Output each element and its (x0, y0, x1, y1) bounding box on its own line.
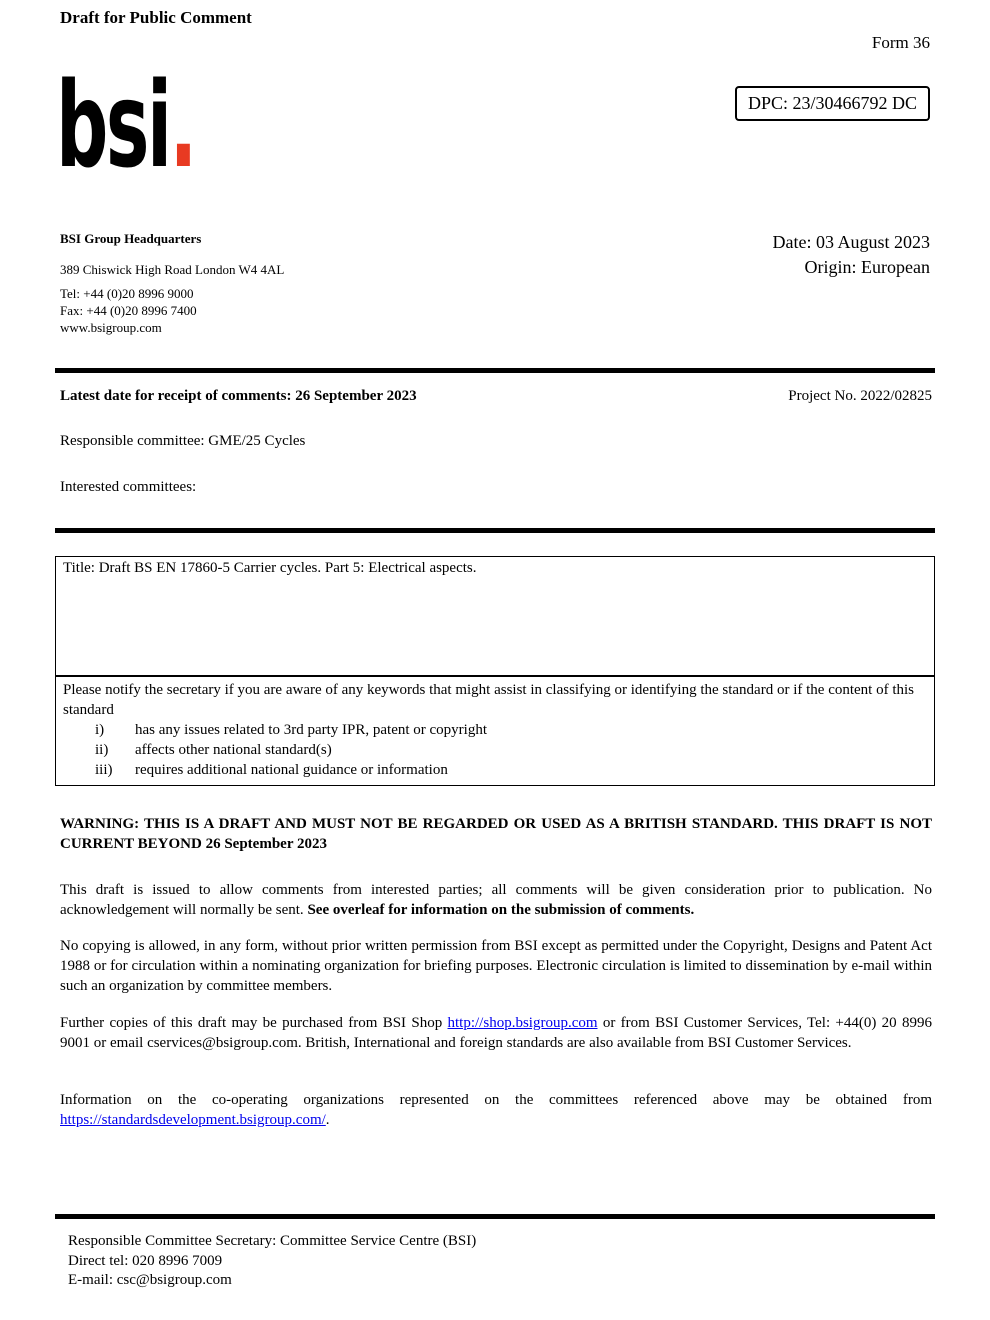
keywords-item (63, 740, 927, 760)
no-copying-paragraph: No copying is allowed, in any form, without prior written permission from BSI except as permitted under the Copyright, Designs and Patent Act 1988 or for circulation within a nominating organization for briefing purposes. Electronic circulation is limited to dissemination by e-mail within such an organization by committee members. (60, 938, 932, 994)
interested-committees-line: Interested committees: (60, 479, 197, 495)
footer-email-line: E-mail: csc@bsigroup.com (68, 1272, 232, 1288)
bsi-logo-dot: . (169, 56, 195, 194)
origin-line: Origin: European (804, 257, 930, 277)
keywords-item (63, 720, 927, 740)
draft-issued-paragraph (60, 880, 932, 920)
form-number: Form 36 (871, 33, 930, 52)
divider-rule-middle (55, 528, 935, 533)
hq-website: www.bsigroup.com (60, 320, 162, 335)
hq-street: 389 Chiswick High Road London W4 4AL (60, 262, 285, 277)
keywords-box (55, 676, 935, 786)
secretary-line: Responsible Committee Secretary: Committee Service Centre (BSI) (68, 1233, 477, 1249)
bsi-logo (56, 56, 195, 194)
bsi-logo-text: bsi (56, 56, 170, 194)
standard-title: Title: Draft BS EN 17860-5 Carrier cycles. Part 5: Electrical aspects. (63, 560, 477, 576)
dpc-number: DPC: 23/30466792 DC (747, 93, 917, 113)
responsible-committee-line: Responsible committee: GME/25 Cycles (60, 433, 306, 449)
date-origin-block (773, 230, 931, 280)
latest-date-label: Latest date for receipt of comments: 26 September 2023 (60, 388, 417, 404)
keywords-item-number: iii) (95, 762, 113, 778)
hq-title: BSI Group Headquarters (60, 231, 202, 246)
dpc-number-box (735, 86, 930, 121)
hq-fax: Fax: +44 (0)20 8996 7400 (60, 303, 197, 318)
title-box (55, 556, 935, 676)
direct-tel-line: Direct tel: 020 8996 7009 (68, 1252, 223, 1269)
date-line: Date: 03 August 2023 (772, 232, 930, 252)
further-copies-text-1: Further copies of this draft may be purchased from BSI Shop (60, 1015, 448, 1031)
divider-rule-top (55, 368, 935, 373)
footer-block (68, 1232, 476, 1291)
comments-deadline-row (60, 388, 932, 405)
divider-rule-bottom (55, 1214, 935, 1219)
keywords-item-text: requires additional national guidance or information (135, 762, 448, 778)
cooperating-orgs-period: . (325, 1112, 330, 1128)
keywords-item-text: has any issues related to 3rd party IPR, patent or copyright (135, 722, 488, 738)
further-copies-text-2: or from BSI Customer Services, Tel: +44(0) 20 8996 9001 or email cservices@bsigroup.com. British, International and foreign standards are also available from BSI Customer Services. (60, 1015, 932, 1051)
warning-paragraph: WARNING: THIS IS A DRAFT AND MUST NOT BE REGARDED OR USED AS A BRITISH STANDARD. THIS DRAFT IS NOT CURRENT BEYOND 26 September 2023 (60, 816, 932, 852)
hq-tel: Tel: +44 (0)20 8996 9000 (60, 286, 194, 301)
further-copies-paragraph (60, 1013, 932, 1053)
headquarters-block (60, 230, 284, 336)
standards-development-link[interactable]: https://standardsdevelopment.bsigroup.com/ (60, 1112, 326, 1128)
cooperating-orgs-paragraph (60, 1090, 932, 1130)
keywords-intro: Please notify the secretary if you are aware of any keywords that might assist in classifying or identifying the standard or if the content of this standard (63, 682, 915, 718)
draft-issued-text: This draft is issued to allow comments from interested parties; all comments will be given consideration prior to publication. No acknowledgement will normally be sent. (60, 882, 932, 918)
bsi-shop-link[interactable]: http://shop.bsigroup.com (447, 1015, 598, 1031)
keywords-item-text: affects other national standard(s) (135, 742, 332, 758)
project-number: Project No. 2022/02825 (788, 388, 932, 404)
keywords-item (63, 760, 927, 780)
cooperating-orgs-text: Information on the co-operating organizations represented on the committees referenced above may be obtained from (60, 1092, 932, 1108)
see-overleaf-text: See overleaf for information on the submission of comments. (307, 902, 695, 918)
keywords-item-number: ii) (95, 742, 109, 758)
keywords-item-number: i) (95, 722, 105, 738)
draft-for-public-comment-label: Draft for Public Comment (60, 8, 252, 27)
